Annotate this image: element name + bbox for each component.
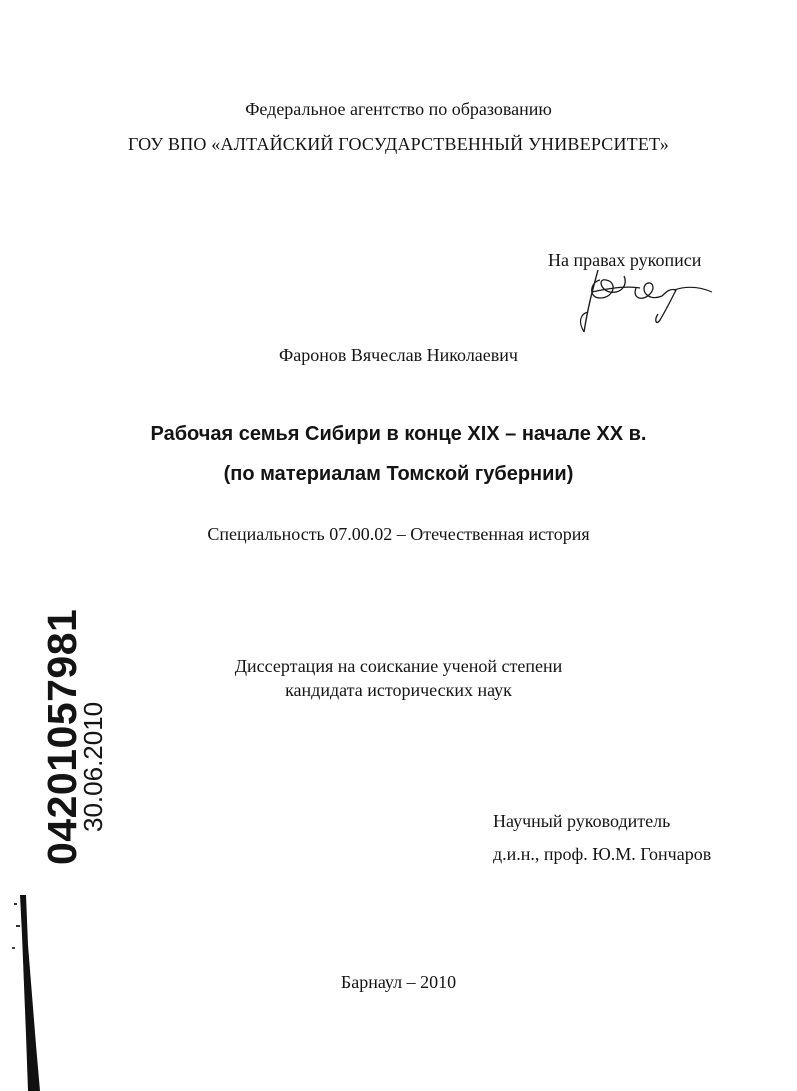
- place-and-year: Барнаул – 2010: [340, 972, 457, 992]
- university-name: ГОУ ВПО «АЛТАЙСКИЙ ГОСУДАРСТВЕННЫЙ УНИВЕРСИТЕТ»: [128, 134, 669, 154]
- dissertation-title-line2: (по материалам Томской губернии): [223, 463, 574, 485]
- author-name: Фаронов Вячеслав Николаевич: [279, 345, 518, 365]
- author-signature: [570, 262, 720, 342]
- dissertation-type-line1: Диссертация на соискание ученой степени: [234, 656, 563, 676]
- manuscript-rights-label: На правах рукописи: [548, 250, 702, 270]
- dissertation-title-line1: Рабочая семья Сибири в конце XIX – начале XX в.: [150, 423, 647, 445]
- library-stamp-date: 30.06.2010: [78, 701, 108, 832]
- scan-binding-edge: [8, 895, 48, 1091]
- specialty: Специальность 07.00.02 – Отечественная история: [207, 524, 590, 544]
- supervisor-name: д.и.н., проф. Ю.М. Гончаров: [493, 844, 712, 864]
- library-stamp-code: 04201057981: [39, 608, 85, 865]
- dissertation-type-line2: кандидата исторических наук: [285, 680, 512, 700]
- supervisor-label: Научный руководитель: [493, 811, 671, 831]
- agency-name: Федеральное агентство по образованию: [245, 99, 552, 119]
